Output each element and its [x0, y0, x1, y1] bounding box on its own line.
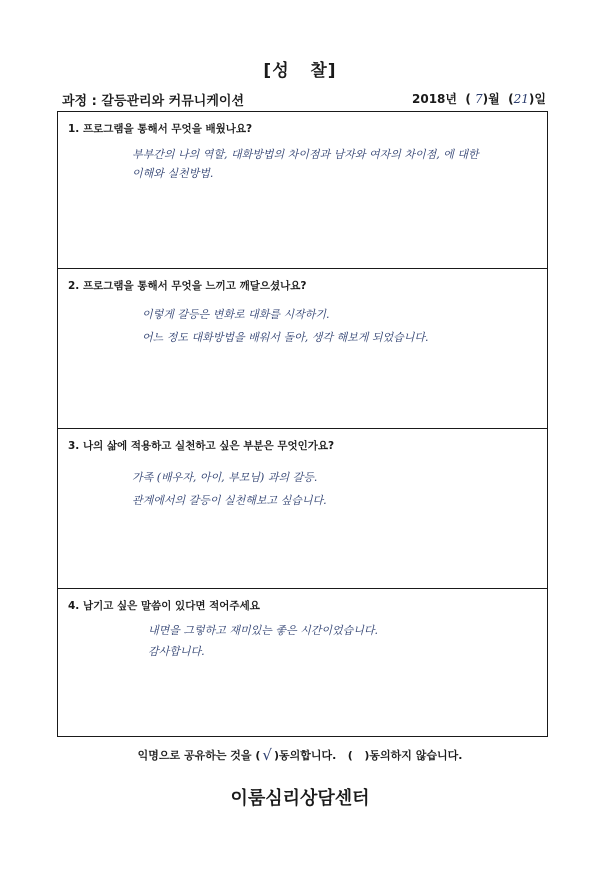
agree-checkmark[interactable]: √ — [262, 746, 272, 764]
month-unit: 월 — [488, 92, 500, 106]
day-unit: 일 — [534, 92, 546, 106]
answer-4-line-1: 내면을 그렇하고 재미있는 좋은 시간이었습니다. — [148, 624, 379, 637]
question-3: 3. 나의 삶에 적용하고 실천하고 싶은 부분은 무엇인가요? — [68, 440, 335, 452]
answer-3-line-1: 가족 (배우자, 아이, 부모님) 과의 갈등. — [132, 471, 318, 484]
consent-disagree-open[interactable]: ( — [347, 749, 353, 762]
question-2: 2. 프로그램을 통해서 무엇을 느끼고 깨달으셨나요? — [68, 280, 307, 292]
answer-2-line-2: 어느 정도 대화방법을 배워서 돌아, 생각 해보게 되었습니다. — [142, 331, 429, 344]
answer-3-line-2: 관계에서의 갈등이 실천해보고 싶습니다. — [132, 494, 327, 507]
consent-disagree-label: )동의하지 않습니다. — [364, 749, 463, 762]
consent-prefix: 익명으로 공유하는 것을 ( — [137, 749, 261, 762]
section-apply — [58, 428, 547, 588]
answer-1-line-1: 부부간의 나의 역할, 대화방법의 차이점과 남자와 여자의 차이점, 에 대한 — [132, 148, 479, 161]
consent-line — [0, 746, 600, 764]
section-message — [58, 588, 547, 735]
answer-1-line-2: 이해와 실천방법. — [132, 167, 214, 180]
answer-4-line-2: 감사합니다. — [148, 645, 205, 658]
date-month-handwritten: 7 — [475, 92, 483, 106]
course-label: 과정 : 갈등관리와 커뮤니케이션 — [62, 94, 245, 109]
date-day-handwritten: 21 — [513, 92, 529, 106]
reflection-form — [57, 111, 548, 737]
section-learned — [58, 112, 547, 268]
question-1: 1. 프로그램을 통해서 무엇을 배웠나요? — [68, 123, 253, 135]
center-name: 이룸심리상담센터 — [230, 788, 370, 809]
question-4: 4. 남기고 싶은 말씀이 있다면 적어주세요 — [68, 600, 260, 612]
section-realized — [58, 268, 547, 428]
date-year: 2018년 — [412, 92, 457, 106]
consent-agree-label: )동의합니다. — [273, 749, 337, 762]
date-line: 2018년 ( 7)월 (21)일 — [412, 92, 546, 106]
page-title: [성 찰] — [263, 61, 337, 81]
answer-2-line-1: 이렇게 갈등은 변화로 대화를 시작하기. — [142, 308, 330, 321]
